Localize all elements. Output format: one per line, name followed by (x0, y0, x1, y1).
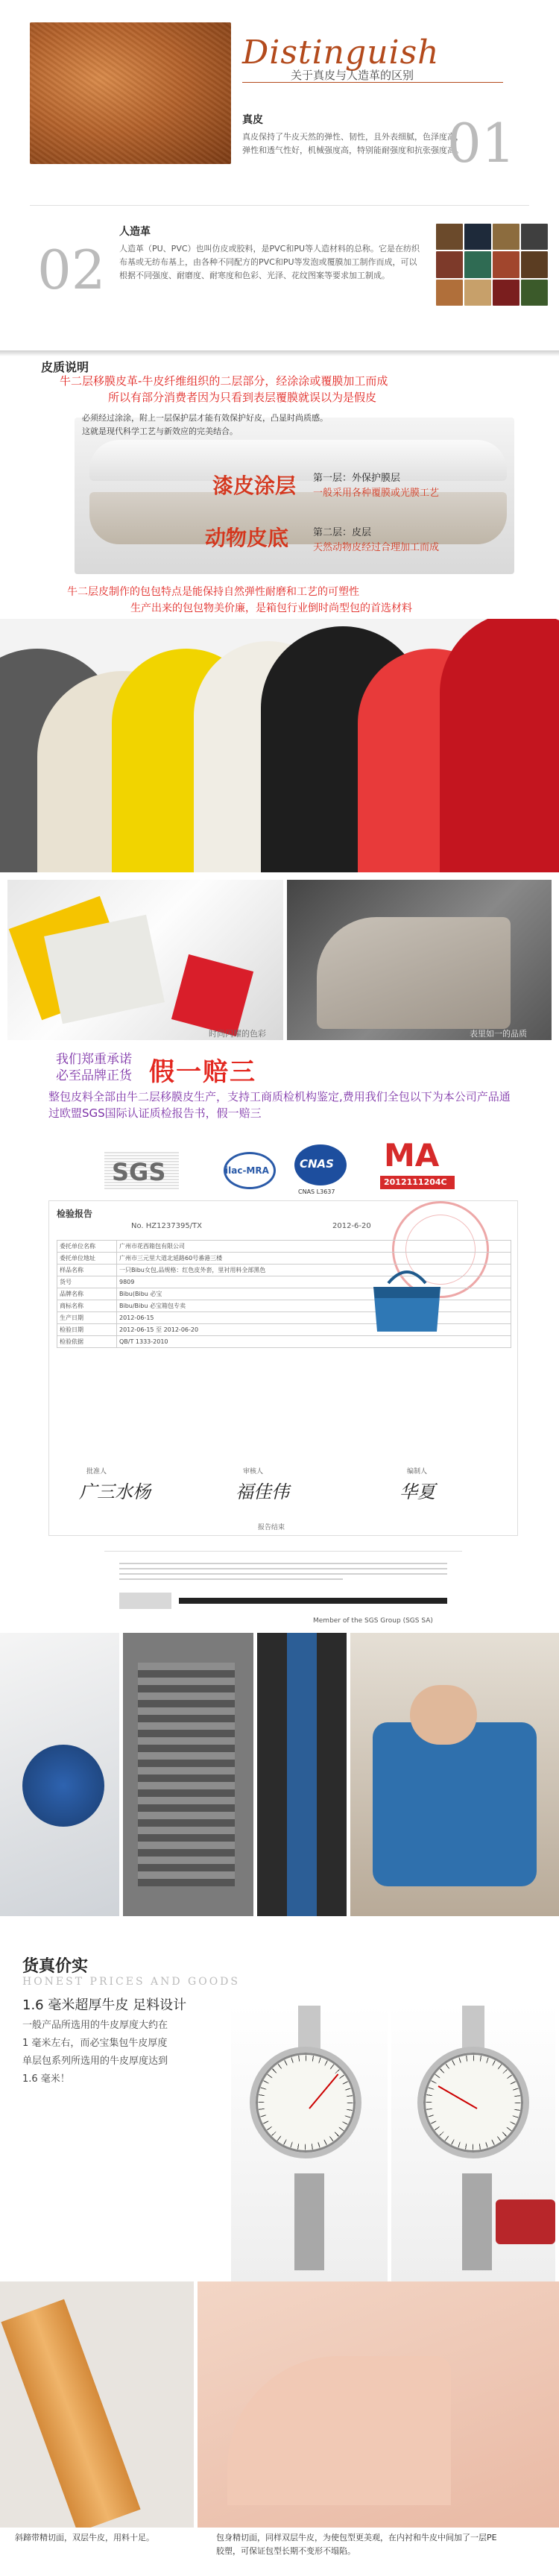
section-rule (0, 350, 559, 356)
quality-red-line-2: 所以有部分消费者因为只看到表层覆膜就误以为是假皮 (108, 391, 377, 404)
promise-line-2: 必至品牌正货 (56, 1068, 132, 1083)
report-row-value: 一只Bibu女包,品规格：红色皮外套，里衬用料全部黑色 (117, 1265, 511, 1276)
strap-caption: 斜蹄带精切面，双层牛皮，用料十足。 (15, 2533, 154, 2542)
report-row-key: 生产日期 (57, 1312, 117, 1324)
hide-layer-shape (89, 492, 507, 544)
coating-layer-shape (89, 440, 507, 481)
report-date: 2012-6-20 (332, 1222, 371, 1230)
preparer-signature: 华夏 (399, 1481, 435, 1502)
synthetic-swatches-image (436, 224, 548, 306)
leather-stack-photo (0, 619, 559, 872)
report-end: 报告结束 (258, 1524, 285, 1531)
report-heading: 检验报告 (57, 1209, 93, 1219)
report-row-value: QB/T 1333-2010 (117, 1336, 511, 1348)
report-row-key: 检验日期 (57, 1324, 117, 1336)
genuine-number: 01 (447, 112, 516, 174)
inspection-report-document (48, 1200, 518, 1536)
report-row-value: 2012-06-15 至 2012-06-20 (117, 1324, 511, 1336)
section-divider (30, 205, 529, 206)
synthetic-desc: 人造革（PU、PVC）也叫仿皮或胶料，是PVC和PU等人造材料的总称。它是在纺织布基或无纺布基上，由各种不同配方的PVC和PU等发泡或覆膜加工制作而成，可以根据不同强度、耐磨度、耐寒度和色彩、光泽、花纹图案等要求加工制成。 (119, 244, 420, 280)
sgs-member-note: Member of the SGS Group (SGS SA) (313, 1617, 433, 1625)
hide-sub-2: 天然动物皮经过合理加工而成 (313, 542, 440, 553)
synthetic-number: 02 (37, 239, 106, 301)
distinguish-section (0, 0, 559, 343)
hand-stitching-photo (350, 1633, 559, 1916)
honest-title: 货真价实 (22, 1957, 89, 1976)
layer-note-2: 这就是现代科学工艺与新效应的完美结合。 (82, 426, 238, 436)
coating-sub-1: 第一层：外保护膜层 (313, 473, 401, 484)
section-title: Distinguish (242, 34, 440, 72)
ilac-logo: ilac-MRA (224, 1144, 283, 1197)
genuine-desc: 真皮保持了牛皮天然的弹性、韧性，且外表细腻，色泽度高，弹性和透气性好，机械强度高，特别能耐强度和抗张强度高。 (242, 132, 464, 155)
honest-subtitle: HONEST PRICES AND GOODS (22, 1976, 240, 1988)
report-row-key: 样品名称 (57, 1265, 117, 1276)
report-row-key: 检验依据 (57, 1336, 117, 1348)
coating-sub-2: 一般采用各种覆膜或光膜工艺 (313, 488, 440, 499)
report-row-key: 委托单位名称 (57, 1241, 117, 1253)
thickness-heading: 1.6 毫米超厚牛皮 足料设计 (22, 1997, 187, 2013)
report-row (57, 1336, 511, 1348)
guarantee-body: 整包皮料全部由牛二层移膜皮生产，支持工商质检机构鉴定,费用我们全包以下为本公司产品通过欧盟SGS国际认证质检报告书，假一赔三 (48, 1090, 511, 1120)
title-rule (242, 82, 503, 83)
thickness-gauge-photo-1 (231, 2006, 388, 2281)
guarantee-headline: 假一赔三 (149, 1057, 256, 1087)
thickness-body: 一般产品所选用的牛皮厚度大约在 1 毫米左右，而必宝集包牛皮厚度 单层包系列所选用的牛皮厚度达到 1.6 毫米！ (22, 2020, 168, 2085)
photo-caption-right: 表里如一的品质 (470, 1029, 527, 1039)
photo-caption-left: 时尚闪耀的色彩 (209, 1029, 266, 1039)
preparer-label: 编制人 (407, 1468, 428, 1476)
report-row-value: 2012-06-15 (117, 1312, 511, 1324)
coating-label: 漆皮涂层 (212, 473, 297, 498)
strap-detail-photo (0, 2281, 194, 2528)
promise-line-1: 我们郑重承诺 (56, 1052, 132, 1067)
leather-texture-image (30, 22, 231, 164)
quality-red-line-3: 牛二层皮制作的包包特点是能保持自然弹性耐磨和工艺的可塑性 (67, 586, 359, 598)
grinding-machine-photo (0, 1633, 119, 1916)
report-row-value: 广州市花西箱包有限公司 (117, 1241, 511, 1253)
synthetic-label: 人造革 (119, 226, 151, 238)
hide-label: 动物皮底 (205, 526, 289, 550)
report-row-key: 商标名称 (57, 1300, 117, 1312)
report-row-value: 9809 (117, 1276, 511, 1288)
stitching-machine-photo (123, 1633, 253, 1916)
reviewer-label: 审核人 (243, 1468, 264, 1476)
layer-note-1: 必须经过涂涂，附上一层保护层才能有效保护好皮，凸显时尚质感。 (82, 413, 328, 423)
report-number: No. HZ1237395/TX (131, 1222, 203, 1230)
quality-red-line-1: 牛二层移膜皮革-牛皮纤维组织的二层部分，经涂涂或覆膜加工而成 (60, 374, 388, 388)
reviewer-signature: 福佳伟 (236, 1481, 289, 1502)
report-row-value: Bibu/Bibu 必宝箱包专卖 (117, 1300, 511, 1312)
report-row (57, 1241, 511, 1253)
handbag-image (362, 1261, 452, 1335)
leather-strap-photo (257, 1633, 347, 1916)
hide-sub-1: 第二层：皮层 (313, 527, 372, 538)
report-row-value: Bibu(Bibu 必宝 (117, 1288, 511, 1300)
report-row-key: 货号 (57, 1276, 117, 1288)
sgs-logo: SGS (104, 1144, 179, 1197)
approver-signature: 广三水杨 (79, 1481, 151, 1502)
report-row-key: 委托单位地址 (57, 1253, 117, 1265)
genuine-label: 真皮 (242, 114, 263, 126)
quality-red-line-4: 生产出来的包包物美价廉，是箱包行业倒时尚型包的首选材料 (130, 602, 412, 614)
report-row-key: 品牌名称 (57, 1288, 117, 1300)
thickness-gauge-photo-2 (391, 2006, 555, 2281)
bag-edge-detail-photo (198, 2281, 559, 2528)
sgs-document-strip (104, 1551, 462, 1633)
section-subtitle: 关于真皮与人造革的区别 (291, 69, 414, 82)
quality-title: 皮质说明 (41, 360, 89, 374)
approver-label: 批准人 (86, 1468, 107, 1476)
cnas-logo: CNAS CNAS L3637 (291, 1141, 361, 1200)
cma-logo: MA 2012111204C (376, 1137, 451, 1197)
colorful-leather-photo (7, 880, 283, 1040)
leather-quality-photo (287, 880, 552, 1040)
bag-edge-caption-1: 包身精切面，同样双层牛皮，为使包型更美观，在内衬和牛皮中间加了一层PE (216, 2533, 497, 2542)
report-row-value: 广州市三元里大道北延路60号番港三楼 (117, 1253, 511, 1265)
bag-edge-caption-2: 胶塑，可保证包型长期不变形不塌陷。 (216, 2546, 356, 2556)
